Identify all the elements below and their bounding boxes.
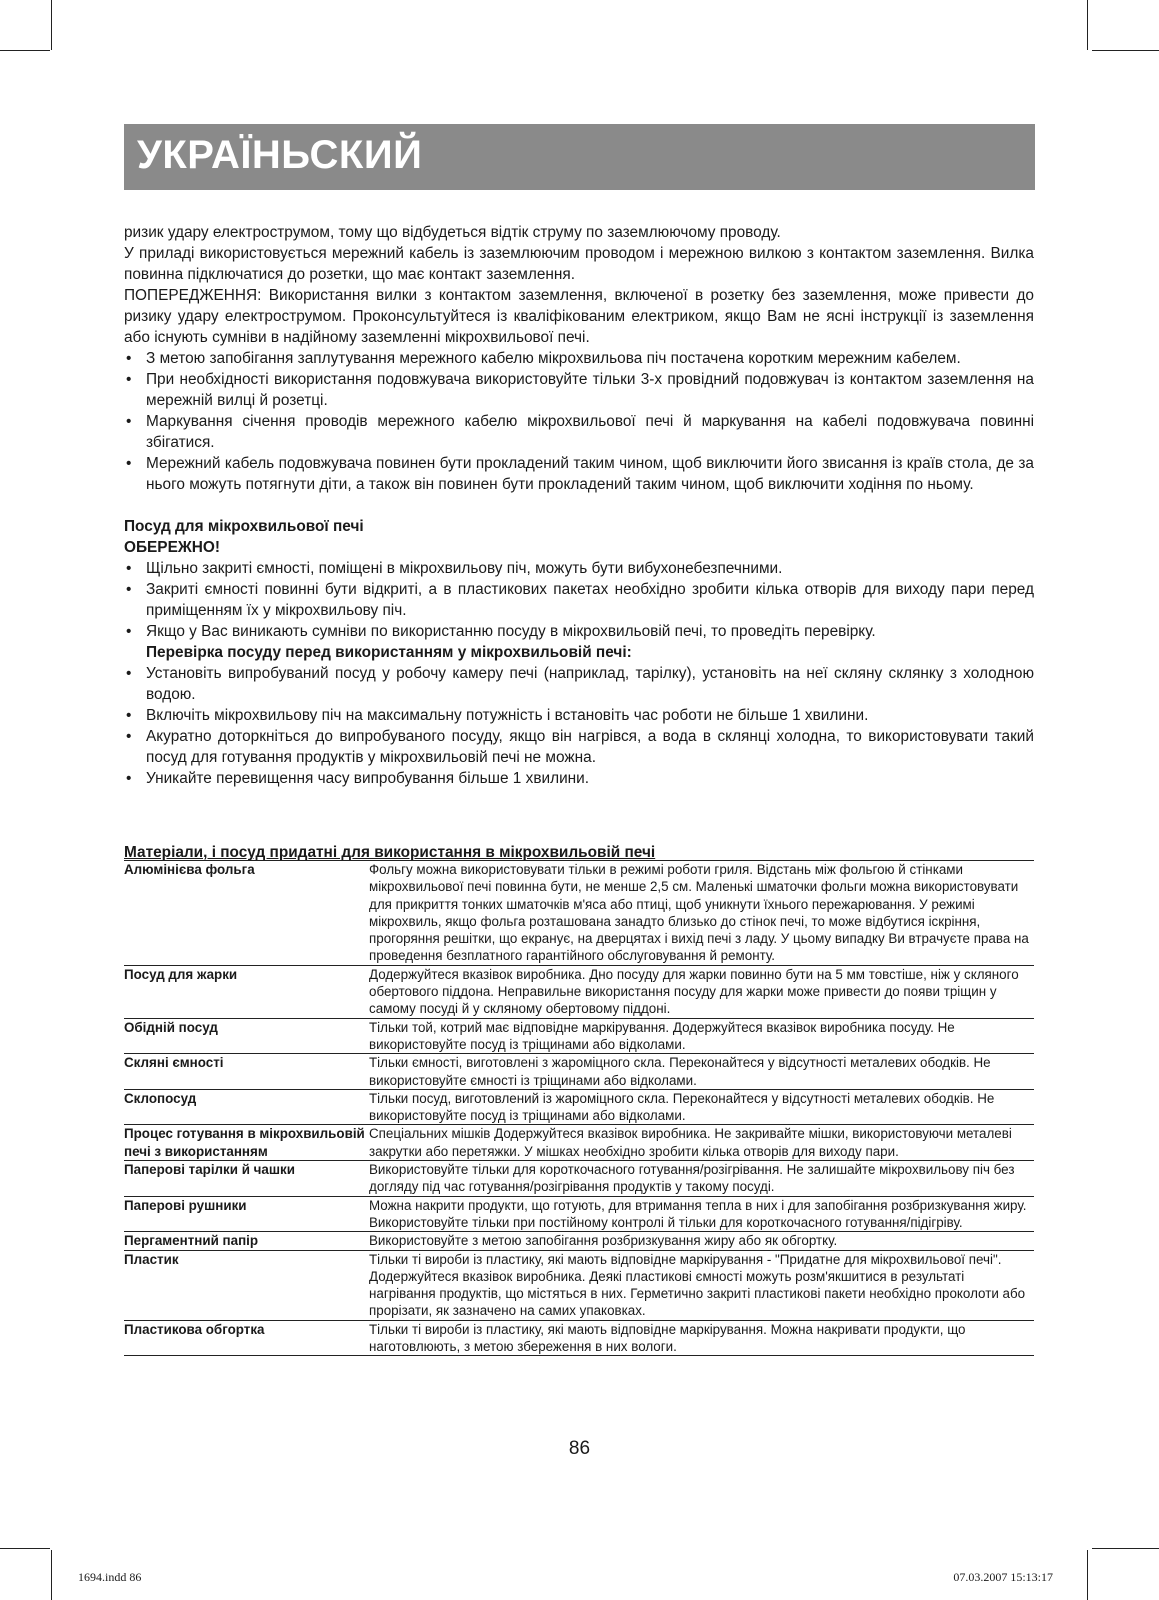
crop-mark [1092,1548,1159,1549]
list-item: • З метою запобігання заплутування мережного кабелю мікрохвильова піч постачена коротким мережним кабелем. [126,350,961,367]
table-row [124,1232,1034,1250]
crop-mark [51,0,52,50]
material-description: Тільки той, котрий має відповідне маркірування. Додержуйтеся вказівок виробника посуду. Не використовуйте посуд із тріщинами або відколами. [369,1018,1034,1054]
footer-file-name: 1694.indd 86 [78,1570,142,1584]
list-item: • Маркування січення проводів мережного кабелю мікрохвильової печі й маркування на кабелі подовжувача повинні збігатися. [126,413,1034,451]
material-description: Фольгу можна використовувати тільки в режимі роботи гриля. Відстань між фольгою й стінками мікрохвильової печі повинна бути, не менше 2,5 см. Маленькі шматочки фольги можна використовувати для прикриття тонких шматочків м'яса або птиці, щоб уникнути їхнього пережарювання. У режимі мікрохвиль, якщо фольга розташована занадто близько до стінок печі, то може відбутися іскріння, прогоряння решітки, що екранує, на дверцятах і вихід печі з ладу. У цьому випадку Ви втрачуєте права на проведення безплатного гарантійного обслуговування й ремонту. [369,861,1034,966]
material-name: Склопосуд [124,1089,369,1125]
list-item: • Установіть випробуваний посуд у робочу камеру печі (наприклад, тарілку), установіть на неї скляну склянку з холодною водою. [126,665,1034,703]
materials-table-title: Матеріали, і посуд придатні для використання в мікрохвильовій печі [124,844,656,861]
bullet-icon: • [126,350,132,367]
table-row [124,1125,1034,1161]
list-item: • Мережний кабель подовжувача повинен бути прокладений таким чином, щоб виключити його звисання із країв стола, де за нього можуть потягнути діти, а також він повинен бути прокладений таким чином, щоб виключити ходіння по ньому. [126,455,1034,493]
bullet-icon: • [126,665,132,682]
page-number: 86 [568,1438,591,1459]
material-description: Можна накрити продукти, що готують, для втримання тепла в них і для запобігання розбризкування жиру. Використовуйте тільки при постійному контролі й тільки для короткочасного готування/підігріву. [369,1196,1034,1232]
language-title: УКРАЇНЬСКИЙ [137,133,423,177]
table-row [124,1054,1034,1090]
table-row [124,1018,1034,1054]
table-row [124,1089,1034,1125]
material-description: Тільки ті вироби із пластику, які мають відповідне маркірування. Можна накривати продукти, що наготовлюють, з метою збереження в них вологи. [369,1320,1034,1356]
list-item: • Включіть мікрохвильову піч на максимальну потужність і встановіть час роботи не більше 1 хвилини. [126,707,869,724]
table-row [124,1196,1034,1232]
material-name: Пергаментний папір [124,1232,369,1250]
crop-mark [0,1548,50,1549]
crop-mark [51,1550,52,1600]
intro-paragraph: ризик удару електрострумом, тому що відбудеться відтік струму по заземлюючому проводу. [124,224,781,241]
bullet-icon: • [126,371,132,388]
warning-paragraph: ПОПЕРЕДЖЕННЯ: Використання вилки з контактом заземлення, включеної в розетку без заземлення, може привести до ризику удару електрострумом. Проконсультуйтеся із кваліфікованим електриком, якщо Вам не ясні інструкції із заземлення або існують сумніви в надійному заземленні мікрохвильової печі. [124,287,1034,346]
crop-mark [1087,0,1088,50]
crop-mark [0,50,50,51]
material-description: Використовуйте тільки для короткочасного готування/розігрівання. Не залишайте мікрохвильову піч без догляду під час готування/розігрівання продуктів у такому посуді. [369,1161,1034,1197]
table-row [124,1320,1034,1356]
material-description: Використовуйте з метою запобігання розбризкування жиру або як обгортку. [369,1232,1034,1250]
material-name: Паперові рушники [124,1196,369,1232]
crop-mark [1087,1550,1088,1600]
bullet-icon: • [126,728,132,745]
check-subheading: Перевірка посуду перед використанням у мікрохвильовій печі: [146,644,632,661]
list-item: • Акуратно доторкніться до випробуваного посуду, якщо він нагрівся, а вода в склянці холодна, то використовувати такий посуд для готування продуктів у мікрохвильовій печі не можна. [126,728,1034,766]
bullet-icon: • [126,707,132,724]
table-row [124,861,1034,966]
spacer [124,495,1034,516]
bullet-icon: • [126,581,132,598]
list-item: • Закриті ємності повинні бути відкриті, а в пластикових пакетах необхідно зробити кілька отворів для виходу пари перед приміщенням їх у мікрохвильову піч. [126,581,1034,619]
table-row [124,1250,1034,1320]
main-content [124,222,1034,789]
table-row [124,965,1034,1018]
bullet-icon: • [126,560,132,577]
intro-bullet-list [124,348,1034,495]
material-description: Спеціальних мішків Додержуйтеся вказівок виробника. Не закривайте мішки, використовуючи металеві закрутки або перетяжки. У мішках необхідно зробити кілька отворів для виходу пари. [369,1125,1034,1161]
caution-heading: ОБЕРЕЖНО! [124,539,220,556]
material-description: Тільки ємності, виготовлені з жароміцного скла. Переконайтеся у відсутності металевих ободків. Не використовуйте ємності із тріщинами або відколами. [369,1054,1034,1090]
crop-mark [1092,50,1159,51]
intro-paragraph: У приладі використовується мережний кабель із заземлюючим проводом і мережною вилкою з контактом заземлення. Вилка повинна підключатися до розетки, що має контакт заземлення. [124,245,1034,283]
list-item: • При необхідності використання подовжувача використовуйте тільки 3-х провідний подовжувач із контактом заземлення на мережній вилці й розетці. [126,371,1034,409]
list-item: • Уникайте перевищення часу випробування більше 1 хвилини. [126,770,590,787]
material-name: Посуд для жарки [124,965,369,1018]
material-name: Процес готування в мікрохвильовій печі з використанням [124,1125,369,1161]
footer-datetime: 07.03.2007 15:13:17 [953,1570,1053,1584]
material-name: Паперові тарілки й чашки [124,1161,369,1197]
section-heading: Посуд для мікрохвильової печі [124,518,364,535]
bullet-icon: • [126,455,132,472]
list-item: • Якщо у Вас виникають сумніви по використанню посуду в мікрохвильовій печі, то проведіть перевірку. [126,623,876,640]
material-description: Додержуйтеся вказівок виробника. Дно посуду для жарки повинно бути на 5 мм товстіше, ніж у скляного обертового піддона. Неправильне використання посуду для жарки може привести до появи тріщин у самому посуді й у скляному обертовому піддоні. [369,965,1034,1018]
material-name: Пластикова обгортка [124,1320,369,1356]
list-item: • Щільно закриті ємності, поміщені в мікрохвильову піч, можуть бути вибухонебезпечними. [126,560,783,577]
material-name: Скляні ємності [124,1054,369,1090]
bullet-icon: • [126,770,132,787]
bullet-icon: • [126,413,132,430]
bullet-icon: • [126,623,132,640]
materials-table [124,860,1034,1356]
material-name: Алюмінієва фольга [124,861,369,966]
language-header [124,124,1035,190]
material-description: Тільки посуд, виготовлений із жароміцного скла. Переконайтеся у відсутності металевих ободків. Не використовуйте посуд із тріщинами або відколами. [369,1089,1034,1125]
material-name: Пластик [124,1250,369,1320]
table-row [124,1161,1034,1197]
cookware-bullet-list [124,558,1034,789]
material-name: Обідній посуд [124,1018,369,1054]
material-description: Тільки ті вироби із пластику, які мають відповідне маркірування - "Придатне для мікрохвильової печі". Додержуйтеся вказівок виробника. Деякі пластикові ємності можуть розм'якшитися в результаті нагрівання продуктів, що містяться в них. Герметично закриті пластикові пакети необхідно проколоти або прорізати, як зазначено на самих упаковках. [369,1250,1034,1320]
